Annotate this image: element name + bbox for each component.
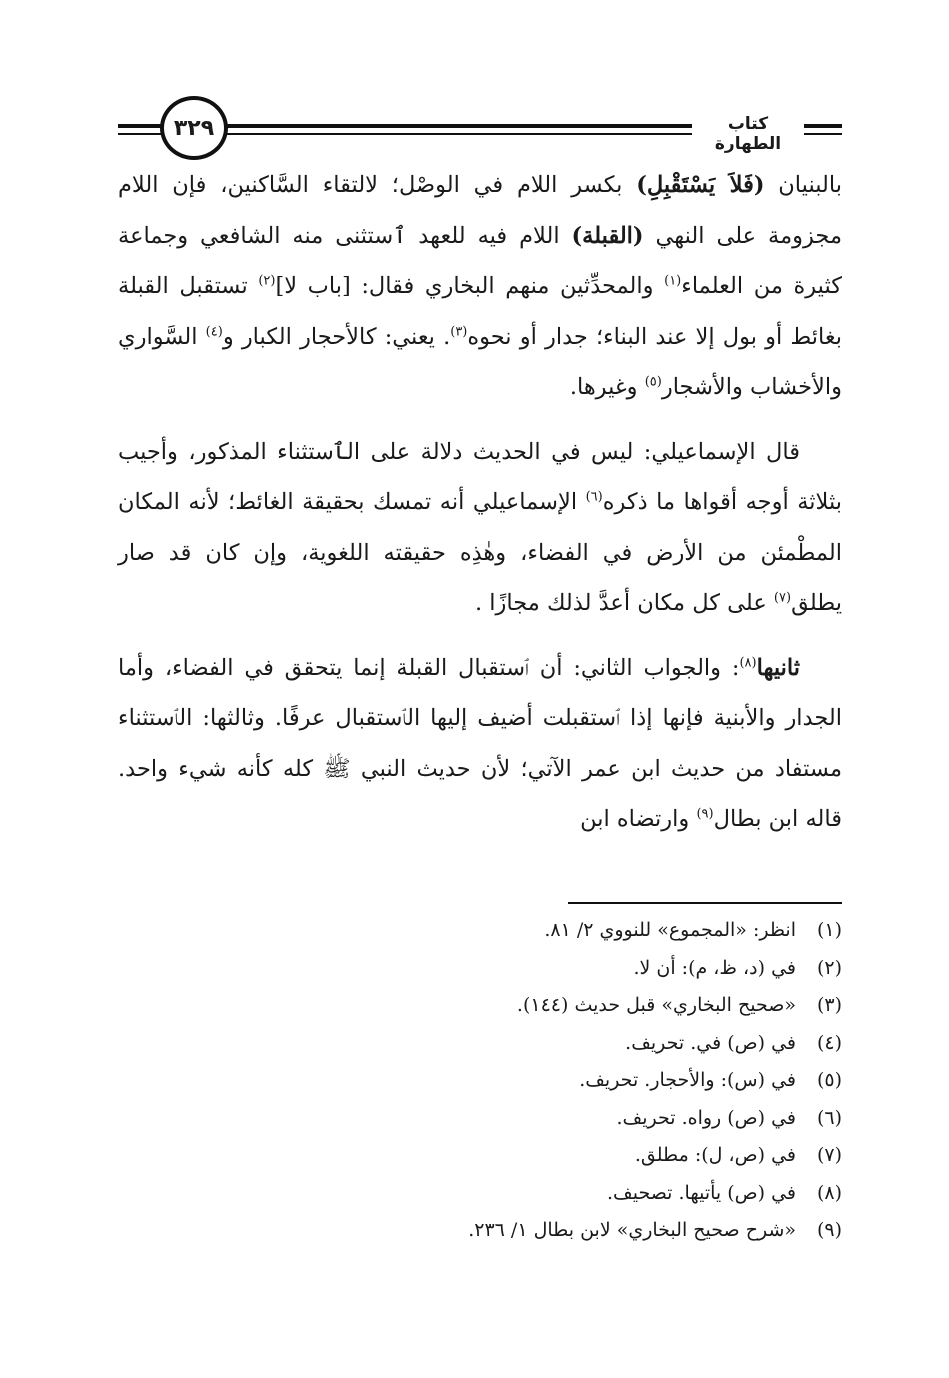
footnote-text: «صحيح البخاري» قبل حديث (١٤٤). — [516, 994, 796, 1016]
section-lead: ثانيها — [756, 654, 800, 681]
text-run: قال الإسماعيلي: ليس في الحديث دلالة على الٱستثناء المذكور، وأجيب بثلاثة أوجه أقواها ما ذكره — [118, 438, 842, 515]
text-run: السَّواري والأخشاب والأشجار — [118, 323, 842, 400]
footnote-number: (٢) — [816, 956, 842, 979]
footnote-item — [300, 1025, 842, 1063]
footnote-item — [300, 987, 842, 1025]
page-number-badge — [160, 96, 228, 160]
footnote-text: في (س): والأحجار. تحريف. — [579, 1069, 796, 1091]
footnote-number: (٥) — [816, 1069, 842, 1091]
text-run: على كل مكان أعدَّ لذلك مجازًا . — [474, 590, 774, 616]
text-run: وغيرها. — [569, 374, 645, 400]
paragraph-3 — [118, 643, 842, 845]
paragraph-2 — [118, 427, 842, 629]
header-rule — [804, 133, 842, 135]
text-run: بالبنيان — [764, 172, 843, 198]
footnote-number: (٨) — [816, 1181, 842, 1204]
footnote-number: (٤) — [816, 1031, 842, 1054]
footnote-number: (٧) — [816, 1144, 842, 1166]
footnote-item — [300, 912, 842, 950]
footnote-separator — [568, 902, 842, 904]
footnote-number: (٦) — [816, 1106, 842, 1129]
main-text — [118, 160, 842, 859]
footnote-text: «شرح صحيح البخاري» لابن بطال ١/ ٢٣٦. — [468, 1219, 796, 1241]
footnote-item — [300, 1212, 842, 1250]
footnote-text: في (ص) في. تحريف. — [625, 1031, 796, 1054]
page-number: ٣٢٩ — [173, 115, 215, 141]
footnote-ref: (٤) — [205, 324, 223, 339]
footnote-text: في (ص) رواه. تحريف. — [616, 1106, 796, 1129]
footnote-ref: (٨) — [739, 655, 757, 670]
footnote-text: في (ص) يأتيها. تصحيف. — [607, 1181, 796, 1204]
footnote-ref: (٦) — [585, 489, 603, 505]
text-run: وارتضاه ابن — [580, 806, 697, 832]
footnote-item — [300, 1137, 842, 1175]
header-rule — [804, 124, 842, 128]
footnote-ref: (١) — [664, 273, 682, 289]
footnotes — [300, 912, 842, 1250]
footnote-item — [300, 1175, 842, 1213]
footnote-ref: (٣) — [450, 324, 468, 339]
footnote-text: في (ص، ل): مطلق. — [634, 1144, 796, 1166]
footnote-number: (٣) — [816, 994, 842, 1016]
text-run: . يعني: كالأحجار الكبار و — [222, 323, 451, 350]
quoted-term: (فَلاَ يَسْتَقْبِلِ) — [636, 172, 765, 198]
running-title: كتاب الطهارة — [714, 114, 782, 154]
footnote-number: (١) — [816, 919, 842, 941]
footnote-text: في (د، ظ، م): أن لا. — [633, 956, 796, 979]
footnote-number: (٩) — [816, 1219, 842, 1241]
header-rule — [222, 133, 692, 135]
paragraph-1 — [118, 160, 842, 413]
footnote-ref: (٢) — [258, 273, 276, 289]
footnote-ref: (٧) — [773, 590, 792, 606]
text-run: اللام فيه للعهد ٱستثنى منه الشافعي وجماعة كثيرة من العلماء — [118, 222, 842, 299]
text-run: تستقبل القبلة بغائط أو بول إلا عند البناء؛ جدار أو نحوه — [118, 273, 842, 350]
footnote-ref: (٥) — [644, 374, 662, 390]
footnote-item — [300, 1062, 842, 1100]
footnote-ref: (٩) — [696, 806, 714, 822]
header-rule — [222, 124, 692, 128]
footnote-text: انظر: «المجموع» للنووي ٢/ ٨١. — [544, 919, 796, 941]
text-run: والمحدِّثين منهم البخاري فقال: [باب لا] — [275, 273, 665, 299]
text-run: : والجواب الثاني: أن ٱستقبال القبلة إنما يتحقق في الفضاء، وأما الجدار والأبنية فإنها إذا ٱستقبلت أضيف إليها الٱستقبال عرفًا. وثالثها: الٱستثناء مستفاد من حديث ابن عمر الآتي؛ لأن حديث النبي ﷺ كله كأنه شيء واحد. قاله ابن بطال — [118, 654, 842, 832]
footnote-item — [300, 1100, 842, 1138]
text-run: الإسماعيلي أنه تمسك بحقيقة الغائط؛ لأنه المكان المطْمئن من الأرض في الفضاء، وهٰذِه حقيقته اللغوية، وإن كان قد صار يطلق — [118, 489, 842, 616]
quoted-term: (القبلة) — [571, 222, 644, 249]
text-run: بكسر اللام في الوصْل؛ لالتقاء السَّاكنين، فإن اللام مجزومة على النهي — [118, 172, 842, 249]
footnote-item — [300, 950, 842, 988]
